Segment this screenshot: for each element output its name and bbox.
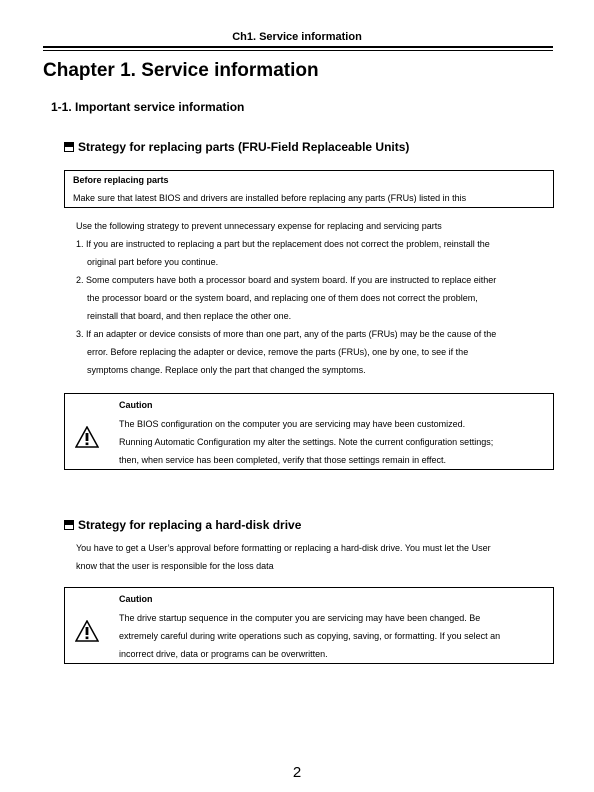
warning-triangle-icon <box>75 620 99 642</box>
caution-line: The drive startup sequence in the computer you are servicing may have been changed. Be <box>119 613 481 623</box>
caution-title: Caution <box>119 594 153 604</box>
header-rule-thick <box>43 46 553 48</box>
caution-line: incorrect drive, data or programs can be overwritten. <box>119 649 328 659</box>
strategy2-heading <box>64 518 301 532</box>
page-number: 2 <box>292 764 302 781</box>
caution-box-bios <box>64 393 554 470</box>
before-replacing-text: Make sure that latest BIOS and drivers are installed before replacing any parts (FRUs) listed in this <box>73 193 467 203</box>
list-item-3-line-2: error. Before replacing the adapter or device, remove the parts (FRUs), one by one, to see if the <box>87 347 469 357</box>
warning-triangle-icon <box>75 426 99 448</box>
list-item-2-line-2: the processor board or the system board, and replacing one of them does not correct the problem, <box>87 293 478 303</box>
caution-line: Running Automatic Configuration my alter the settings. Note the current configuration settings; <box>119 437 494 447</box>
list-item-1-line-1: 1. If you are instructed to replacing a part but the replacement does not correct the problem, reinstall the <box>76 239 490 249</box>
caution-title: Caution <box>119 400 153 410</box>
before-replacing-box <box>64 170 554 208</box>
header-rule-thin <box>43 50 553 51</box>
caution-box-drive <box>64 587 554 664</box>
list-item-2-line-1: 2. Some computers have both a processor board and system board. If you are instructed to replace either <box>76 275 497 285</box>
list-item-1-line-2: original part before you continue. <box>87 257 219 267</box>
running-header: Ch1. Service information <box>232 31 362 43</box>
bullet-square-icon <box>64 520 74 530</box>
list-item-3-line-1: 3. If an adapter or device consists of more than one part, any of the parts (FRUs) may be the cause of the <box>76 329 497 339</box>
strategy2-heading-text: Strategy for replacing a hard-disk drive <box>78 518 302 532</box>
list-item-3-line-3: symptoms change. Replace only the part that changed the symptoms. <box>87 365 366 375</box>
strategy2-text-line-2: know that the user is responsible for the loss data <box>76 561 274 571</box>
strategy2-text-line-1: You have to get a User’s approval before formatting or replacing a hard-disk drive. You must let the User <box>76 543 491 553</box>
strategy1-heading-text: Strategy for replacing parts (FRU-Field Replaceable Units) <box>78 140 410 154</box>
chapter-title: Chapter 1. Service information <box>43 60 319 81</box>
caution-line: then, when service has been completed, verify that those settings remain in effect. <box>119 455 447 465</box>
before-replacing-title: Before replacing parts <box>73 175 169 185</box>
strategy1-heading <box>64 140 409 154</box>
strategy1-intro: Use the following strategy to prevent unnecessary expense for replacing and servicing parts <box>76 221 442 231</box>
section-title: 1-1. Important service information <box>51 100 245 114</box>
list-item-2-line-3: reinstall that board, and then replace the other one. <box>87 311 292 321</box>
caution-line: The BIOS configuration on the computer you are servicing may have been customized. <box>119 419 466 429</box>
bullet-square-icon <box>64 142 74 152</box>
caution-line: extremely careful during write operations such as copying, saving, or formatting. If you select an <box>119 631 501 641</box>
